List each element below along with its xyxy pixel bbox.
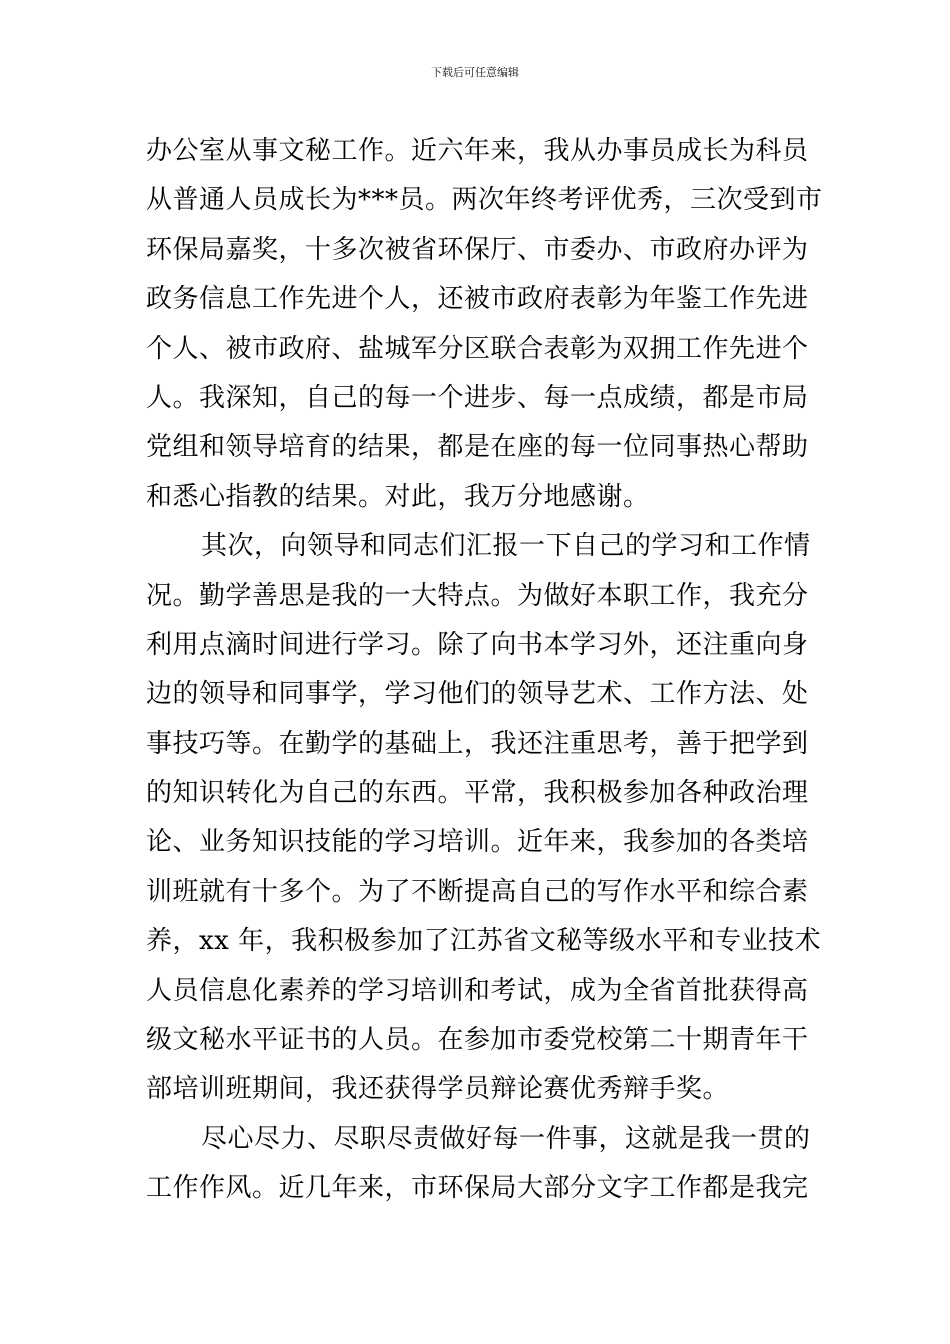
- text-line: 个人、被市政府、盐城军分区联合表彰为双拥工作先进个: [146, 333, 809, 364]
- text-line: 环保局嘉奖，十多次被省环保厅、市委办、市政府办评为: [146, 234, 809, 265]
- text-line: 人员信息化素养的学习培训和考试，成为全省首批获得高: [146, 975, 809, 1006]
- text-line: 其次，向领导和同志们汇报一下自己的学习和工作情: [201, 531, 811, 562]
- text-line: 边的领导和同事学，学习他们的领导艺术、工作方法、处: [146, 679, 809, 710]
- text-line: 论、业务知识技能的学习培训。近年来，我参加的各类培: [146, 827, 809, 858]
- text-line: 工作作风。近几年来，市环保局大部分文字工作都是我完: [146, 1173, 809, 1204]
- text-line: 人。我深知，自己的每一个进步、每一点成绩，都是市局: [146, 382, 809, 413]
- page-header: 下载后可任意编辑: [431, 66, 519, 79]
- text-line: 训班就有十多个。为了不断提高自己的写作水平和综合素: [146, 876, 809, 907]
- document-body: [146, 127, 823, 1214]
- text-line: 况。勤学善思是我的一大特点。为做好本职工作，我充分: [146, 580, 809, 611]
- text-line: 尽心尽力、尽职尽责做好每一件事，这就是我一贯的: [201, 1123, 811, 1154]
- text-line: 的知识转化为自己的东西。平常，我积极参加各种政治理: [146, 778, 809, 809]
- text-line: 和悉心指教的结果。对此，我万分地感谢。: [146, 481, 650, 512]
- text-line: 养，xx 年，我积极参加了江苏省文秘等级水平和专业技术: [146, 926, 822, 957]
- text-line: 办公室从事文秘工作。近六年来，我从办事员成长为科员: [146, 136, 809, 166]
- text-line: 利用点滴时间进行学习。除了向书本学习外，还注重向身: [146, 629, 809, 660]
- text-line: 级文秘水平证书的人员。在参加市委党校第二十期青年干: [146, 1025, 809, 1056]
- text-line: 部培训班期间，我还获得学员辩论赛优秀辩手奖。: [146, 1074, 730, 1105]
- text-line: 事技巧等。在勤学的基础上，我还注重思考，善于把学到: [146, 728, 809, 759]
- text-line: 政务信息工作先进个人，还被市政府表彰为年鉴工作先进: [146, 284, 809, 315]
- text-line: 从普通人员成长为***员。两次年终考评优秀，三次受到市: [146, 185, 823, 216]
- text-line: 党组和领导培育的结果，都是在座的每一位同事热心帮助: [146, 432, 809, 463]
